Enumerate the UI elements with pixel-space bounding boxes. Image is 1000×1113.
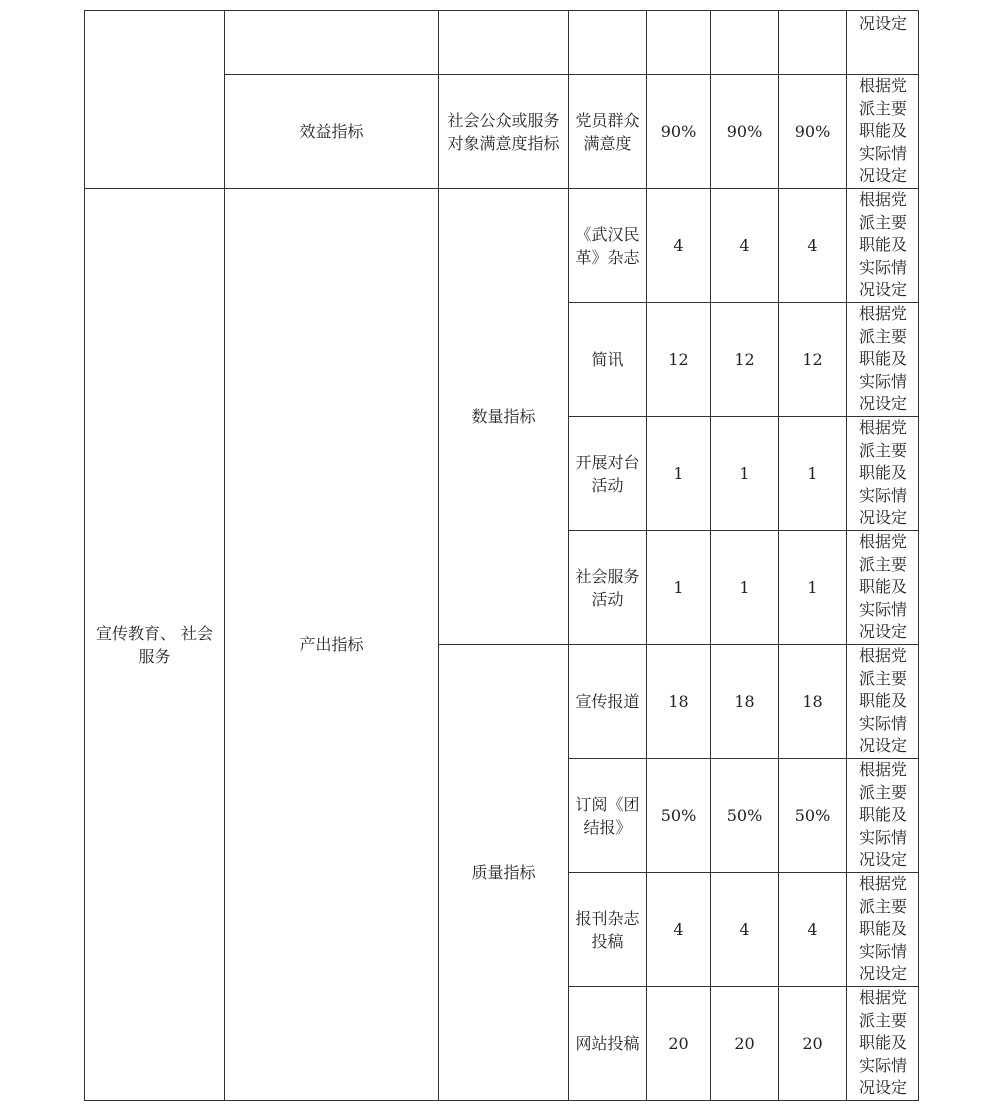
- value-cell: 12: [711, 303, 779, 417]
- performance-indicator-table: [84, 10, 919, 1101]
- basis-cell: 根据党派主要职能及实际情况设定: [847, 303, 919, 417]
- indicator-item-cell: 简讯: [569, 303, 647, 417]
- basis-cell: 根据党派主要职能及实际情况设定: [847, 189, 919, 303]
- value-cell: 4: [779, 873, 847, 987]
- indicator-item-cell: 党员群众满意度: [569, 75, 647, 189]
- indicator-item-cell: 宣传报道: [569, 645, 647, 759]
- value-cell: 4: [711, 189, 779, 303]
- value-cell: 18: [711, 645, 779, 759]
- value-cell: 20: [711, 987, 779, 1101]
- value-cell: 18: [779, 645, 847, 759]
- table-row: [85, 189, 919, 303]
- level1-indicator-cell: 产出指标: [225, 189, 439, 1101]
- basis-cell: 根据党派主要职能及实际情况设定: [847, 873, 919, 987]
- basis-cell: 况设定: [847, 11, 919, 75]
- value-cell: 1: [647, 531, 711, 645]
- value-cell: 12: [779, 303, 847, 417]
- value-cell: 1: [711, 531, 779, 645]
- value-cell: 18: [647, 645, 711, 759]
- level2-indicator-cell: 质量指标: [439, 645, 569, 1101]
- basis-cell: 根据党派主要职能及实际情况设定: [847, 75, 919, 189]
- indicator-item-cell: 报刊杂志投稿: [569, 873, 647, 987]
- basis-cell: 根据党派主要职能及实际情况设定: [847, 987, 919, 1101]
- project-name-cell: 宣传教育、 社会服务: [85, 189, 225, 1101]
- basis-cell: 根据党派主要职能及实际情况设定: [847, 645, 919, 759]
- value-cell: 4: [647, 189, 711, 303]
- cell-blank: [647, 11, 711, 75]
- cell-blank: [711, 11, 779, 75]
- value-cell: 90%: [779, 75, 847, 189]
- indicator-item-cell: 订阅《团结报》: [569, 759, 647, 873]
- value-cell: 50%: [711, 759, 779, 873]
- value-cell: 90%: [647, 75, 711, 189]
- indicator-item-cell: 开展对台活动: [569, 417, 647, 531]
- value-cell: 4: [779, 189, 847, 303]
- value-cell: 1: [711, 417, 779, 531]
- project-cell-blank: [85, 11, 225, 189]
- cell-blank: [225, 11, 439, 75]
- indicator-item-cell: 网站投稿: [569, 987, 647, 1101]
- indicator-item-cell: 《武汉民革》杂志: [569, 189, 647, 303]
- value-cell: 1: [647, 417, 711, 531]
- value-cell: 1: [779, 417, 847, 531]
- level2-indicator-cell: 效益指标: [225, 75, 439, 189]
- value-cell: 50%: [779, 759, 847, 873]
- value-cell: 1: [779, 531, 847, 645]
- value-cell: 50%: [647, 759, 711, 873]
- value-cell: 20: [647, 987, 711, 1101]
- cell-blank: [779, 11, 847, 75]
- level2-indicator-cell: 数量指标: [439, 189, 569, 645]
- basis-cell: 根据党派主要职能及实际情况设定: [847, 417, 919, 531]
- basis-cell: 根据党派主要职能及实际情况设定: [847, 759, 919, 873]
- level3-indicator-cell: 社会公众或服务对象满意度指标: [439, 75, 569, 189]
- value-cell: 90%: [711, 75, 779, 189]
- value-cell: 12: [647, 303, 711, 417]
- value-cell: 4: [647, 873, 711, 987]
- value-cell: 20: [779, 987, 847, 1101]
- basis-cell: 根据党派主要职能及实际情况设定: [847, 531, 919, 645]
- cell-blank: [439, 11, 569, 75]
- indicator-item-cell: 社会服务活动: [569, 531, 647, 645]
- table-row: [85, 11, 919, 75]
- cell-blank: [569, 11, 647, 75]
- value-cell: 4: [711, 873, 779, 987]
